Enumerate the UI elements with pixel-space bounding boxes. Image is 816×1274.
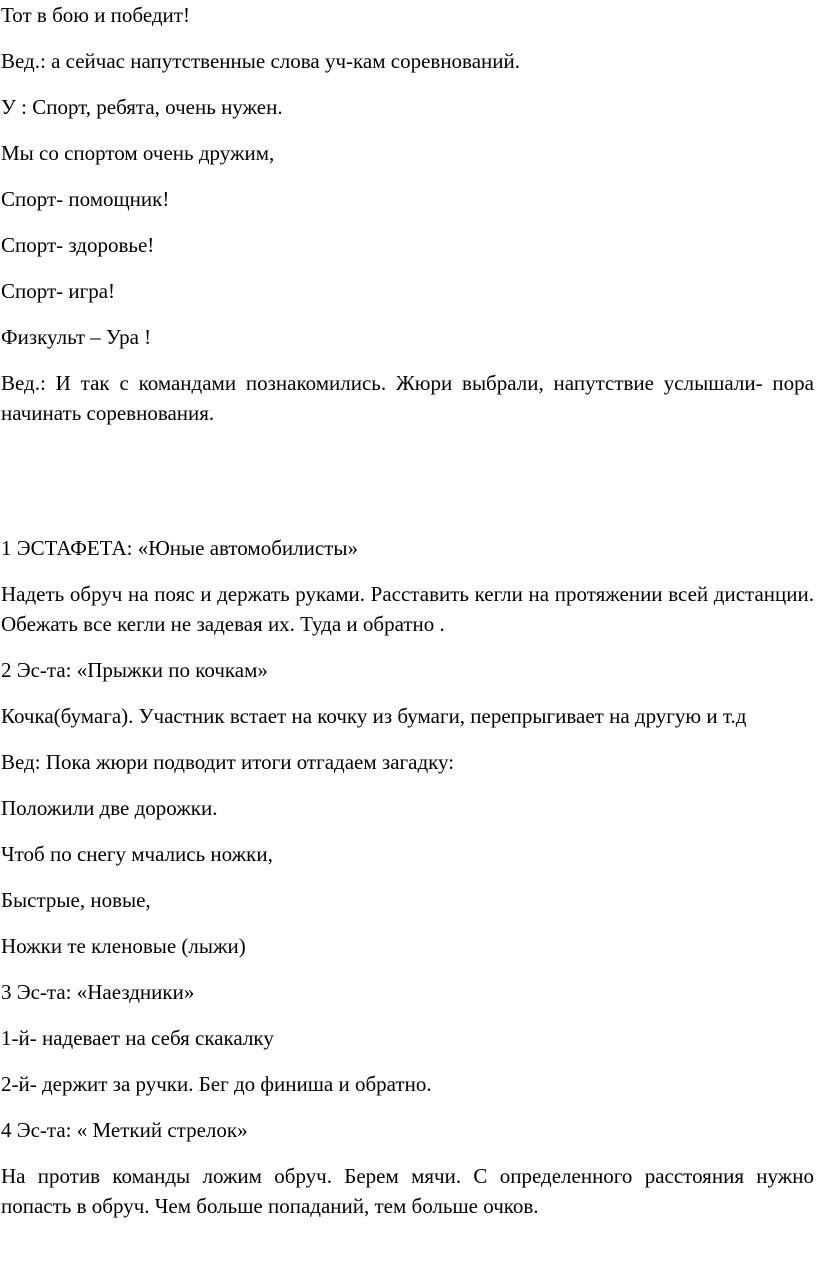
relay-2-description: Кочка(бумага). Участник встает на кочку из бумаги, перепрыгивает на другую и т.д	[1, 704, 747, 728]
riddle-line-1: Положили две дорожки.	[1, 796, 218, 820]
paragraph-1: Тот в бою и победит!	[1, 3, 190, 27]
relay-3-heading: 3 Эс-та: «Наездники»	[1, 980, 195, 1004]
paragraph-7: Спорт- игра!	[1, 279, 116, 303]
paragraph-8: Физкульт – Ура !	[1, 325, 152, 349]
relay-2-heading: 2 Эс-та: «Прыжки по кочкам»	[1, 658, 268, 682]
relay-4-description: На против команды ложим обруч. Берем мячи. С определенного расстояния нужно попасть в обруч. Чем больше попаданий, тем больше очков.	[1, 1164, 814, 1218]
paragraph-9: Вед.: И так с командами познакомились. Жюри выбрали, напутствие услышали- пора начинать соревнования.	[1, 371, 814, 425]
riddle-intro: Вед: Пока жюри подводит итоги отгадаем загадку:	[1, 750, 455, 774]
paragraph-5: Спорт- помощник!	[1, 187, 170, 211]
paragraph-4: Мы со спортом очень дружим,	[1, 141, 275, 165]
paragraph-6: Спорт- здоровье!	[1, 233, 155, 257]
relay-4-heading: 4 Эс-та: « Меткий стрелок»	[1, 1118, 248, 1142]
riddle-line-4: Ножки те кленовые (лыжи)	[1, 934, 246, 958]
relay-3-line-1: 1-й- надевает на себя скакалку	[1, 1026, 274, 1050]
riddle-line-2: Чтоб по снегу мчались ножки,	[1, 842, 273, 866]
relay-3-line-2: 2-й- держит за ручки. Бег до финиша и обратно.	[1, 1072, 432, 1096]
riddle-line-3: Быстрые, новые,	[1, 888, 151, 912]
paragraph-2: Вед.: а сейчас напутственные слова уч-кам соревнований.	[1, 49, 520, 73]
paragraph-3: У : Спорт, ребята, очень нужен.	[1, 95, 283, 119]
relay-1-description: Надеть обруч на пояс и держать руками. Расставить кегли на протяжении всей дистанции. Обежать все кегли не задевая их. Туда и обратно .	[1, 582, 814, 636]
relay-1-heading: 1 ЭСТАФЕТА: «Юные автомобилисты»	[1, 536, 358, 560]
